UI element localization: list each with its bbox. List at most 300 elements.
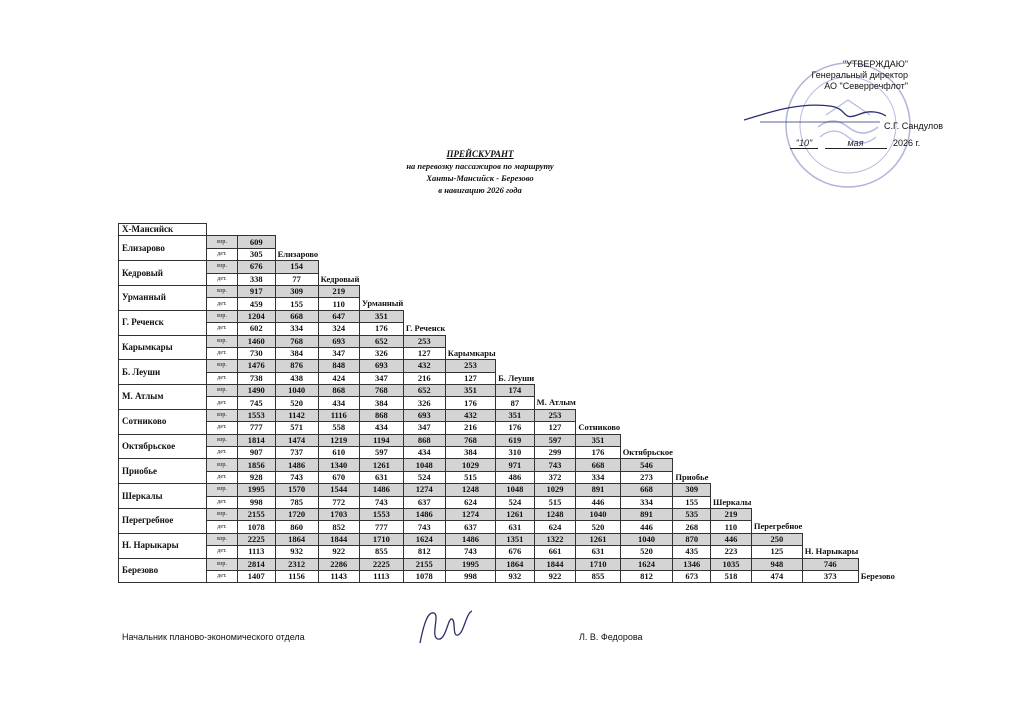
station-name-cell: Октябрьское [119, 434, 207, 459]
diagonal-station-label: Б. Леуши [498, 372, 535, 383]
fare-cell-adult: 668 [620, 484, 673, 496]
fare-cell-child: 223 [711, 546, 752, 558]
fare-cell-child: 1407 [238, 570, 276, 582]
diagonal-station-label: Перегребное [753, 521, 803, 532]
fare-cell-adult: 668 [576, 459, 620, 471]
table-row [119, 546, 895, 558]
diagonal-station-label: Елизарово [277, 248, 319, 259]
fare-type-child: дет. [207, 397, 238, 409]
fare-cell-adult: 1486 [445, 533, 495, 545]
fare-cell-child: 520 [620, 546, 673, 558]
fare-cell-child: 515 [445, 471, 495, 483]
fare-cell-child: 812 [403, 546, 445, 558]
fare-cell-adult: 1322 [534, 533, 576, 545]
fare-cell-adult: 250 [751, 533, 802, 545]
fare-cell-child: 1078 [238, 521, 276, 533]
diagonal-station-label: Шеркалы [713, 496, 752, 507]
fare-cell-adult: 2155 [238, 508, 276, 520]
fare-cell-child: 176 [496, 422, 535, 434]
fare-cell-child: 155 [673, 496, 711, 508]
station-name-cell: Н. Нарыкары [119, 533, 207, 558]
fare-cell-child: 434 [318, 397, 359, 409]
title-line-1: ПРЕЙСКУРАНТ [446, 149, 514, 159]
table-row [119, 261, 895, 273]
fare-cell-adult: 848 [318, 360, 359, 372]
approval-heading: "УТВЕРЖДАЮ" [842, 59, 908, 69]
fare-cell-adult: 1710 [359, 533, 403, 545]
station-name-cell: М. Атлым [119, 385, 207, 410]
station-name-cell: Карымкары [119, 335, 207, 360]
fare-cell-adult: 1553 [238, 409, 276, 421]
fare-cell-child: 855 [576, 570, 620, 582]
fare-cell-adult: 2286 [318, 558, 359, 570]
fare-type-adult: взр. [207, 236, 238, 248]
fare-cell-adult: 1346 [673, 558, 711, 570]
fare-cell-child: 310 [496, 447, 535, 459]
fare-cell-child: 127 [445, 372, 495, 384]
fare-type-adult: взр. [207, 533, 238, 545]
fare-cell-adult: 2225 [238, 533, 276, 545]
fare-cell-child: 125 [751, 546, 802, 558]
table-row [119, 335, 895, 347]
fare-cell-child: 518 [711, 570, 752, 582]
fare-cell-child: 520 [576, 521, 620, 533]
fare-cell-child: 268 [673, 521, 711, 533]
fare-cell-child: 474 [751, 570, 802, 582]
fare-cell-child: 932 [275, 546, 318, 558]
fare-cell-adult: 1624 [620, 558, 673, 570]
fare-cell-adult: 1856 [238, 459, 276, 471]
fare-cell-child: 305 [238, 248, 276, 260]
fare-cell-child: 624 [534, 521, 576, 533]
fare-cell-adult: 870 [673, 533, 711, 545]
fare-type-child: дет. [207, 248, 238, 260]
fare-cell-child: 372 [534, 471, 576, 483]
fare-cell-adult: 1570 [275, 484, 318, 496]
fare-cell-adult: 309 [673, 484, 711, 496]
fare-cell-child: 216 [445, 422, 495, 434]
fare-cell-child: 176 [359, 323, 403, 335]
fare-cell-adult: 1474 [275, 434, 318, 446]
table-row [119, 310, 895, 322]
fare-cell-adult: 1844 [318, 533, 359, 545]
fare-cell-child: 326 [403, 397, 445, 409]
diagonal-station-label: Урманный [361, 298, 404, 309]
economist-signature [412, 603, 482, 651]
table-row [119, 558, 895, 570]
fare-cell-child: 610 [318, 447, 359, 459]
fare-cell-adult: 1703 [318, 508, 359, 520]
fare-cell-child: 347 [318, 347, 359, 359]
fare-cell-adult: 1261 [576, 533, 620, 545]
table-row [119, 372, 895, 384]
fare-cell-adult: 609 [238, 236, 276, 248]
fare-cell-child: 743 [275, 471, 318, 483]
fare-cell-child: 373 [802, 570, 858, 582]
fare-cell-child: 77 [275, 273, 318, 285]
fare-cell-adult: 891 [576, 484, 620, 496]
fare-cell-child: 670 [318, 471, 359, 483]
fare-cell-adult: 1116 [318, 409, 359, 421]
table-label-spacer [207, 224, 238, 236]
title-line-4: в навигацию 2026 года [438, 185, 522, 195]
fare-cell-child: 299 [534, 447, 576, 459]
fare-type-child: дет. [207, 347, 238, 359]
fare-type-adult: взр. [207, 310, 238, 322]
fare-cell-child: 932 [496, 570, 535, 582]
fare-cell-adult: 876 [275, 360, 318, 372]
fare-cell-child: 326 [359, 347, 403, 359]
fare-cell-adult: 2225 [359, 558, 403, 570]
table-row [119, 484, 895, 496]
fare-cell-child: 812 [620, 570, 673, 582]
fare-cell-child: 743 [445, 546, 495, 558]
fare-cell-adult: 1553 [359, 508, 403, 520]
station-name-cell: Березово [119, 558, 207, 583]
table-row [119, 422, 895, 434]
director-signature [740, 92, 890, 132]
table-row [119, 323, 895, 335]
fare-cell-adult: 2814 [238, 558, 276, 570]
fare-cell-child: 438 [275, 372, 318, 384]
fare-type-child: дет. [207, 471, 238, 483]
fare-cell-child: 273 [620, 471, 673, 483]
fare-type-adult: взр. [207, 434, 238, 446]
fare-cell-adult: 1710 [576, 558, 620, 570]
fare-cell-child: 922 [318, 546, 359, 558]
station-name-cell: Б. Леуши [119, 360, 207, 385]
fare-cell-adult: 1476 [238, 360, 276, 372]
fare-cell-child: 524 [403, 471, 445, 483]
fare-cell-adult: 948 [751, 558, 802, 570]
fare-cell-child: 624 [445, 496, 495, 508]
fare-cell-child: 324 [318, 323, 359, 335]
table-row [119, 471, 895, 483]
station-name-cell: Урманный [119, 285, 207, 310]
fare-cell-adult: 1248 [534, 508, 576, 520]
fare-cell-adult: 351 [359, 310, 403, 322]
fare-cell-child: 907 [238, 447, 276, 459]
fare-type-adult: взр. [207, 484, 238, 496]
table-row [119, 347, 895, 359]
fare-cell-child: 785 [275, 496, 318, 508]
fare-type-adult: взр. [207, 360, 238, 372]
fare-type-child: дет. [207, 570, 238, 582]
table-row [119, 434, 895, 446]
fare-cell-adult: 971 [496, 459, 535, 471]
fare-cell-child: 852 [318, 521, 359, 533]
first-station-cell: Х-Мансийск [119, 224, 207, 236]
fare-cell-child: 338 [238, 273, 276, 285]
fare-cell-child: 334 [275, 323, 318, 335]
fare-cell-adult: 1048 [403, 459, 445, 471]
fare-cell-adult: 1486 [359, 484, 403, 496]
fare-cell-adult: 1814 [238, 434, 276, 446]
fare-cell-child: 384 [359, 397, 403, 409]
fare-cell-adult: 1274 [403, 484, 445, 496]
fare-cell-adult: 768 [359, 385, 403, 397]
fare-cell-child: 334 [620, 496, 673, 508]
fare-cell-adult: 432 [403, 360, 445, 372]
fare-cell-adult: 917 [238, 285, 276, 297]
fare-cell-child: 347 [403, 422, 445, 434]
station-name-cell: Сотниково [119, 409, 207, 434]
fare-cell-adult: 1048 [496, 484, 535, 496]
approval-company: АО "Северречфлот" [824, 81, 908, 91]
fare-cell-child: 216 [403, 372, 445, 384]
fare-type-child: дет. [207, 546, 238, 558]
fare-cell-child: 384 [445, 447, 495, 459]
fare-type-child: дет. [207, 422, 238, 434]
diagonal-station-label: Н. Нарыкары [804, 546, 859, 557]
diagonal-station-label: Г. Реченск [405, 323, 446, 334]
fare-cell-adult: 868 [318, 385, 359, 397]
fare-cell-child: 602 [238, 323, 276, 335]
fare-type-adult: взр. [207, 508, 238, 520]
fare-cell-adult: 668 [275, 310, 318, 322]
fare-cell-adult: 768 [445, 434, 495, 446]
fare-cell-child: 777 [359, 521, 403, 533]
fare-type-child: дет. [207, 496, 238, 508]
fare-type-adult: взр. [207, 558, 238, 570]
station-name-cell: Г. Реченск [119, 310, 207, 335]
table-row [119, 447, 895, 459]
fare-cell-child: 730 [238, 347, 276, 359]
fare-cell-child: 737 [275, 447, 318, 459]
fare-cell-adult: 546 [620, 459, 673, 471]
fare-cell-child: 520 [275, 397, 318, 409]
table-row [119, 224, 895, 236]
fare-cell-adult: 432 [445, 409, 495, 421]
fare-cell-adult: 868 [359, 409, 403, 421]
fare-cell-child: 334 [576, 471, 620, 483]
table-row [119, 570, 895, 582]
diagonal-station-label: Октябрьское [622, 446, 673, 457]
fare-cell-adult: 768 [275, 335, 318, 347]
fare-cell-adult: 1040 [275, 385, 318, 397]
fare-cell-adult: 253 [534, 409, 576, 421]
table-row [119, 521, 895, 533]
fare-cell-adult: 219 [318, 285, 359, 297]
fare-cell-adult: 1261 [359, 459, 403, 471]
fare-cell-child: 661 [534, 546, 576, 558]
fare-type-child: дет. [207, 323, 238, 335]
fare-cell-child: 631 [576, 546, 620, 558]
fare-type-adult: взр. [207, 285, 238, 297]
fare-type-child: дет. [207, 447, 238, 459]
fare-cell-adult: 746 [802, 558, 858, 570]
fare-cell-adult: 1995 [445, 558, 495, 570]
fare-cell-adult: 2155 [403, 558, 445, 570]
diagonal-station-label: Сотниково [578, 422, 621, 433]
fare-type-child: дет. [207, 298, 238, 310]
price-table [118, 223, 895, 583]
fare-cell-child: 998 [445, 570, 495, 582]
fare-cell-adult: 652 [403, 385, 445, 397]
fare-cell-adult: 253 [445, 360, 495, 372]
fare-cell-adult: 1040 [620, 533, 673, 545]
fare-cell-child: 347 [359, 372, 403, 384]
fare-cell-child: 434 [403, 447, 445, 459]
diagonal-station-label: Березово [860, 571, 895, 582]
table-row [119, 298, 895, 310]
fare-type-adult: взр. [207, 261, 238, 273]
fare-cell-child: 176 [576, 447, 620, 459]
fare-cell-child: 434 [359, 422, 403, 434]
fare-cell-adult: 693 [359, 360, 403, 372]
fare-cell-adult: 1351 [496, 533, 535, 545]
table-row [119, 248, 895, 260]
diagonal-station-label: Приобье [675, 471, 709, 482]
table-row [119, 459, 895, 471]
fare-cell-child: 1113 [359, 570, 403, 582]
fare-cell-child: 486 [496, 471, 535, 483]
fare-cell-adult: 1029 [534, 484, 576, 496]
fare-cell-child: 597 [359, 447, 403, 459]
fare-cell-child: 777 [238, 422, 276, 434]
table-row [119, 397, 895, 409]
diagonal-station-label: М. Атлым [536, 397, 576, 408]
approval-month: мая [825, 138, 887, 149]
fare-cell-child: 772 [318, 496, 359, 508]
fare-cell-adult: 1720 [275, 508, 318, 520]
table-row [119, 285, 895, 297]
fare-cell-adult: 1490 [238, 385, 276, 397]
fare-cell-adult: 1040 [576, 508, 620, 520]
fare-cell-adult: 1219 [318, 434, 359, 446]
fare-cell-child: 446 [576, 496, 620, 508]
fare-cell-adult: 174 [496, 385, 535, 397]
fare-cell-child: 855 [359, 546, 403, 558]
station-name-cell: Приобье [119, 459, 207, 484]
fare-cell-child: 738 [238, 372, 276, 384]
fare-cell-adult: 253 [403, 335, 445, 347]
fare-type-adult: взр. [207, 385, 238, 397]
fare-cell-child: 1156 [275, 570, 318, 582]
fare-type-adult: взр. [207, 409, 238, 421]
fare-cell-child: 459 [238, 298, 276, 310]
fare-cell-child: 673 [673, 570, 711, 582]
fare-cell-child: 127 [534, 422, 576, 434]
table-row [119, 273, 895, 285]
table-row [119, 533, 895, 545]
fare-cell-adult: 446 [711, 533, 752, 545]
station-name-cell: Елизарово [119, 236, 207, 261]
diagonal-station-label: Кедровый [320, 273, 360, 284]
approval-signer: С.Г. Сандулов [884, 121, 944, 131]
fare-cell-adult: 1340 [318, 459, 359, 471]
table-row [119, 236, 895, 248]
fare-cell-adult: 154 [275, 261, 318, 273]
fare-cell-child: 631 [359, 471, 403, 483]
fare-cell-adult: 351 [445, 385, 495, 397]
fare-cell-child: 558 [318, 422, 359, 434]
fare-cell-child: 110 [318, 298, 359, 310]
table-row [119, 508, 895, 520]
station-name-cell: Перегребное [119, 508, 207, 533]
fare-cell-child: 745 [238, 397, 276, 409]
diagonal-station-label: Карымкары [447, 347, 496, 358]
fare-cell-child: 127 [403, 347, 445, 359]
fare-cell-child: 922 [534, 570, 576, 582]
fare-cell-adult: 535 [673, 508, 711, 520]
fare-cell-child: 424 [318, 372, 359, 384]
table-row [119, 385, 895, 397]
fare-cell-child: 743 [359, 496, 403, 508]
approval-block [811, 59, 908, 92]
fare-cell-adult: 309 [275, 285, 318, 297]
fare-type-child: дет. [207, 372, 238, 384]
fare-cell-child: 515 [534, 496, 576, 508]
fare-cell-adult: 1194 [359, 434, 403, 446]
fare-type-adult: взр. [207, 335, 238, 347]
fare-cell-adult: 1864 [496, 558, 535, 570]
fare-cell-adult: 1460 [238, 335, 276, 347]
fare-cell-child: 1078 [403, 570, 445, 582]
fare-cell-adult: 1274 [445, 508, 495, 520]
fare-cell-adult: 1261 [496, 508, 535, 520]
fare-cell-adult: 2312 [275, 558, 318, 570]
fare-cell-child: 446 [620, 521, 673, 533]
fare-cell-child: 87 [496, 397, 535, 409]
fare-cell-child: 860 [275, 521, 318, 533]
fare-cell-adult: 1142 [275, 409, 318, 421]
fare-cell-adult: 1248 [445, 484, 495, 496]
fare-cell-adult: 1544 [318, 484, 359, 496]
fare-cell-adult: 1204 [238, 310, 276, 322]
document-title [0, 148, 960, 196]
fare-cell-child: 110 [711, 521, 752, 533]
footer-name: Л. В. Федорова [579, 632, 643, 642]
title-line-2: на перевозку пассажиров по маршруту [406, 161, 554, 171]
fare-cell-adult: 1486 [403, 508, 445, 520]
fare-cell-adult: 868 [403, 434, 445, 446]
fare-cell-adult: 693 [318, 335, 359, 347]
fare-cell-child: 176 [445, 397, 495, 409]
fare-cell-adult: 219 [711, 508, 752, 520]
fare-cell-child: 155 [275, 298, 318, 310]
approval-day: "10" [790, 138, 818, 149]
fare-cell-adult: 1035 [711, 558, 752, 570]
fare-cell-adult: 693 [403, 409, 445, 421]
fare-cell-child: 1143 [318, 570, 359, 582]
approval-year: 2026 г. [893, 138, 921, 148]
fare-cell-child: 637 [445, 521, 495, 533]
table-row [119, 409, 895, 421]
fare-cell-child: 435 [673, 546, 711, 558]
fare-cell-adult: 676 [238, 261, 276, 273]
fare-cell-adult: 1864 [275, 533, 318, 545]
fare-cell-adult: 351 [496, 409, 535, 421]
fare-cell-child: 1113 [238, 546, 276, 558]
fare-cell-child: 637 [403, 496, 445, 508]
fare-cell-child: 676 [496, 546, 535, 558]
fare-cell-child: 998 [238, 496, 276, 508]
station-name-cell: Кедровый [119, 261, 207, 286]
fare-cell-adult: 597 [534, 434, 576, 446]
approval-position: Генеральный директор [811, 70, 908, 80]
fare-cell-adult: 652 [359, 335, 403, 347]
fare-cell-child: 743 [403, 521, 445, 533]
fare-cell-adult: 1029 [445, 459, 495, 471]
fare-cell-child: 928 [238, 471, 276, 483]
fare-cell-adult: 1624 [403, 533, 445, 545]
fare-cell-adult: 1995 [238, 484, 276, 496]
title-line-3: Ханты-Мансийск - Березово [426, 173, 534, 183]
fare-cell-adult: 891 [620, 508, 673, 520]
table-row [119, 496, 895, 508]
fare-cell-child: 524 [496, 496, 535, 508]
